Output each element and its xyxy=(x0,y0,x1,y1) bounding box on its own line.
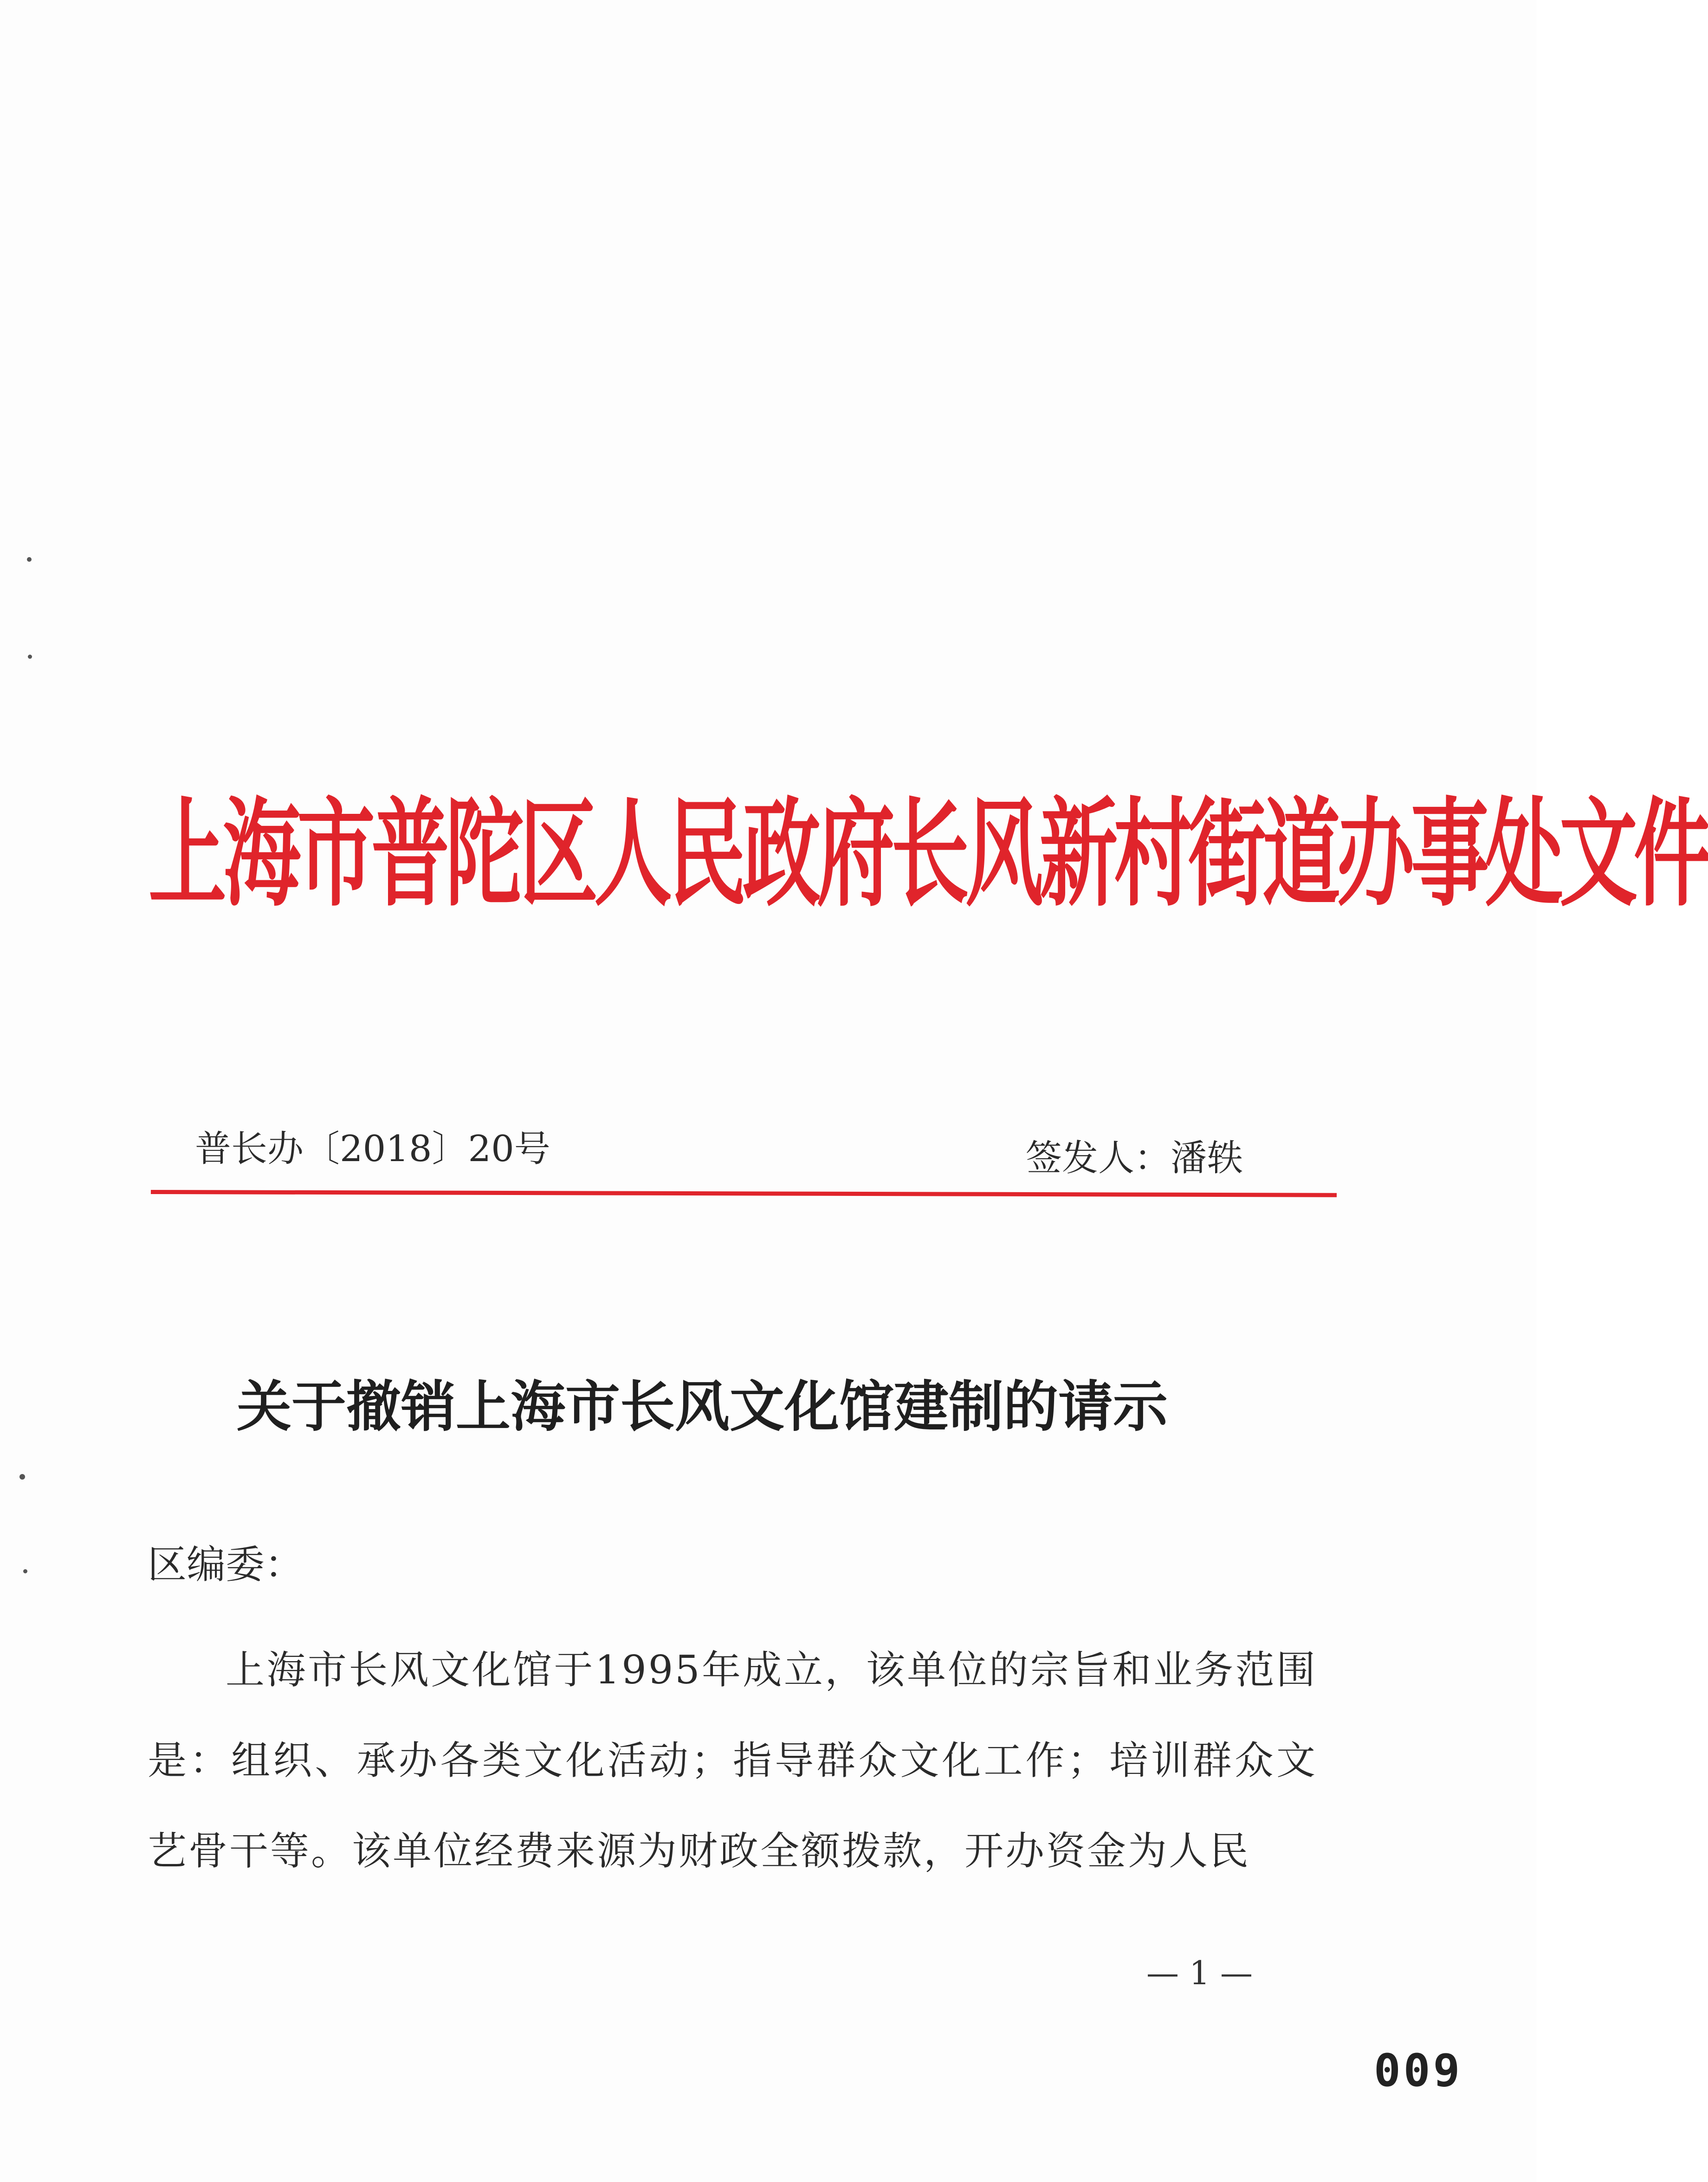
document-title: 关于撤销上海市长风文化馆建制的请示 xyxy=(237,1375,1168,1439)
issuer-header-title: 上海市普陀区人民政府长风新村街道办事处文件 xyxy=(149,786,1708,922)
document-number: 普长办〔2018〕20号 xyxy=(195,1128,550,1170)
scan-artifact xyxy=(27,557,32,562)
archive-stamp-number: 009 xyxy=(1374,2045,1463,2097)
signer-name: 潘轶 xyxy=(1171,1137,1243,1179)
signer-label: 签发人： xyxy=(1026,1137,1171,1179)
addressee: 区编委： xyxy=(148,1542,304,1587)
page-number: — 1 — xyxy=(1146,1954,1253,1992)
scan-artifact xyxy=(23,1569,27,1573)
signer-line xyxy=(1026,1133,1243,1184)
scan-artifact xyxy=(19,1474,25,1480)
scan-artifact xyxy=(28,655,32,659)
body-paragraph: 上海市长风文化馆于1995年成立，该单位的宗旨和业务范围是：组织、承办各类文化活动；指导群众文化工作；培训群众文艺骨干等。该单位经费来源为财政全额拨款，开办资金为人民 xyxy=(148,1647,1317,1874)
red-separator-rule xyxy=(151,1190,1337,1197)
